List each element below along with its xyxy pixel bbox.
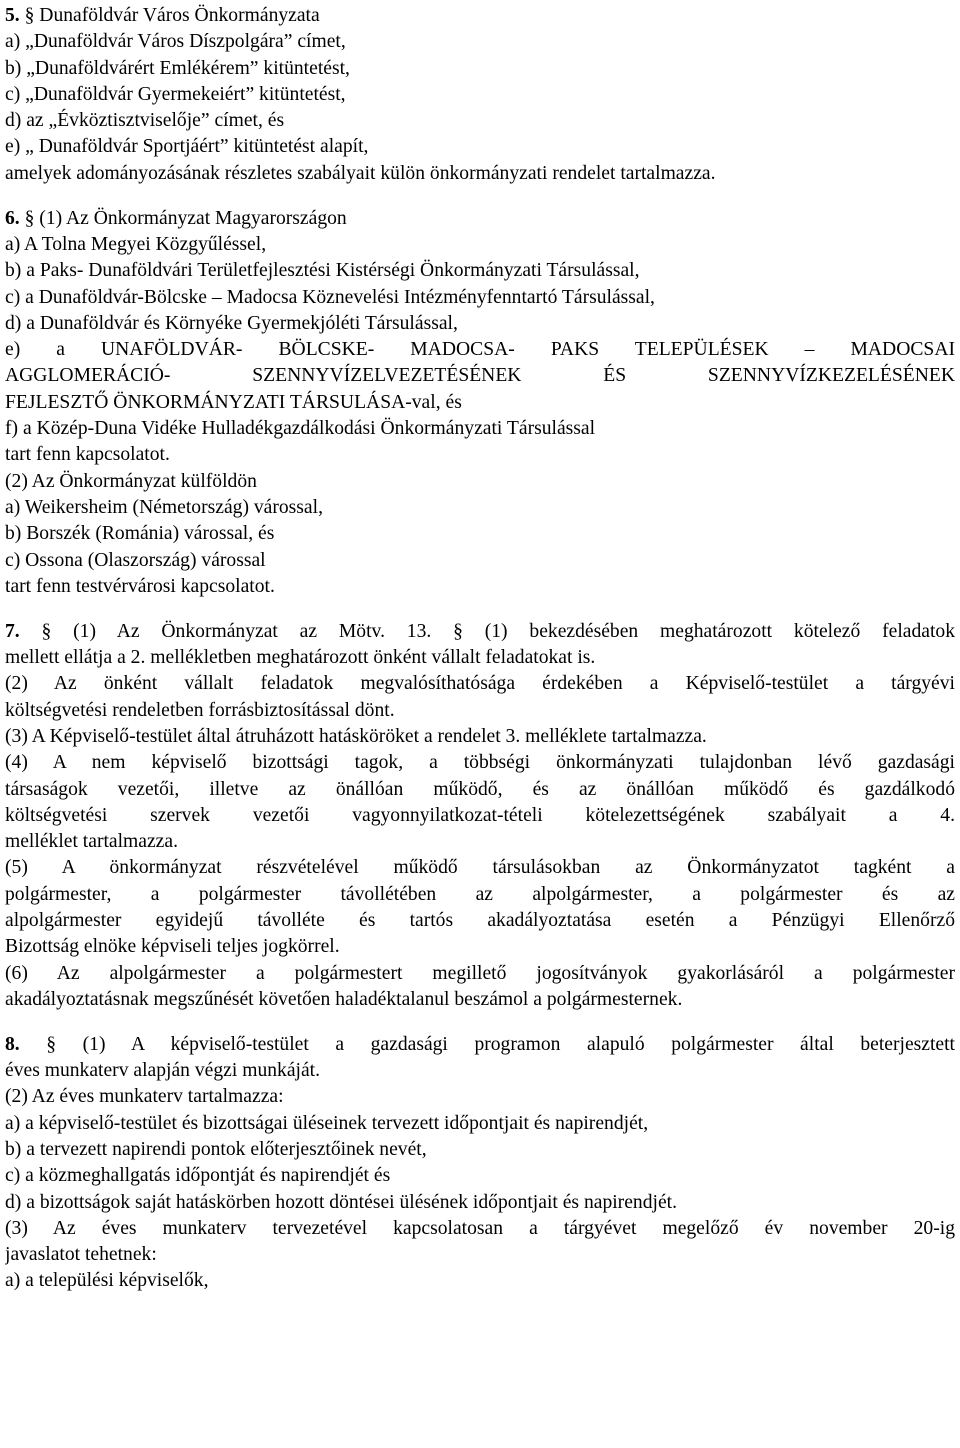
line-text: a) a települési képviselők,: [5, 1270, 209, 1292]
text-line: [5, 934, 955, 960]
line-text: a) Weikersheim (Németország) várossal,: [5, 496, 323, 518]
line-text: költségvetési rendeletben forrásbiztosítással dönt.: [5, 699, 395, 721]
line-text: polgármester, a polgármester távollétében az alpolgármester, a polgármester és az: [5, 883, 955, 905]
line-text: a) a képviselő-testület és bizottságai üléseinek tervezett időpontjait és napirendjét,: [5, 1112, 649, 1134]
text-line: [5, 1163, 955, 1189]
section-gap: [5, 600, 955, 619]
line-text: c) a Dunaföldvár-Bölcske – Madocsa Köznevelési Intézményfenntartó Társulással,: [5, 286, 655, 308]
line-text: c) Ossona (Olaszország) várossal: [5, 549, 266, 571]
line-text: melléklet tartalmazza.: [5, 831, 178, 853]
text-line: [5, 1242, 955, 1268]
text-line: [5, 285, 955, 311]
section-gap: [5, 1013, 955, 1032]
line-text: alpolgármester egyidejű távolléte és tartós akadályoztatása esetén a Pénzügyi Ellenőrző: [5, 909, 955, 931]
line-text: § (1) A képviselő-testület a gazdasági programon alapuló polgármester által beterjesztett: [46, 1033, 955, 1055]
text-line: [5, 521, 955, 547]
line-text: költségvetési szervek vezetői vagyonnyilatkozat-tételi kötelezettségének szabályait a 4.: [5, 804, 955, 826]
section-1: [5, 206, 955, 600]
text-line: [5, 803, 955, 829]
text-line: [5, 671, 955, 697]
line-text: § (1) Az Önkormányzat Magyarországon: [24, 207, 347, 229]
line-text: (2) Az önként vállalt feladatok megvalósíthatósága érdekében a Képviselő-testület a tárgyévi: [5, 673, 955, 695]
line-text: b) a tervezett napirendi pontok előterjesztőinek nevét,: [5, 1138, 427, 1160]
text-line: [5, 1216, 955, 1242]
text-line: [5, 882, 955, 908]
text-line: [5, 908, 955, 934]
line-text: AGGLOMERÁCIÓ- SZENNYVÍZELVEZETÉSÉNEK ÉS SZENNYVÍZKEZELÉSÉNEK: [5, 365, 955, 387]
text-line: [5, 1058, 955, 1084]
line-text: d) a bizottságok saját hatáskörben hozott döntései ülésének időpontjait és napirendjét.: [5, 1191, 677, 1213]
text-line: [5, 258, 955, 284]
text-line: [5, 495, 955, 521]
text-line: [5, 1268, 955, 1294]
section-0: [5, 3, 955, 187]
text-line: [5, 1137, 955, 1163]
text-line: [5, 82, 955, 108]
text-line: [5, 750, 955, 776]
line-text: társaságok vezetői, illetve az önállóan működő, és az önállóan működő és gazdálkodó: [5, 778, 955, 800]
text-line: [5, 56, 955, 82]
line-text: (6) Az alpolgármester a polgármestert megillető jogosítványok gyakorlásáról a polgármester: [5, 962, 955, 984]
text-line: [5, 311, 955, 337]
text-line: [5, 1111, 955, 1137]
line-text: b) Borszék (Románia) várossal, és: [5, 523, 275, 545]
line-text: (2) Az éves munkaterv tartalmazza:: [5, 1086, 284, 1108]
text-line: [5, 645, 955, 671]
text-line: [5, 1190, 955, 1216]
line-text: (5) A önkormányzat részvételével működő társulásokban az Önkormányzatot tagként a: [5, 857, 955, 879]
line-text: tart fenn kapcsolatot.: [5, 444, 170, 466]
line-text: § Dunaföldvár Város Önkormányzata: [24, 5, 320, 26]
section-number: 6.: [5, 207, 20, 229]
text-line: [5, 416, 955, 442]
section-3: [5, 1032, 955, 1295]
line-text: akadályoztatásnak megszűnését követően haladéktalanul beszámol a polgármesternek.: [5, 988, 683, 1010]
text-line: [5, 829, 955, 855]
line-text: § (1) Az Önkormányzat az Mötv. 13. § (1) bekezdésében meghatározott kötelező feladatok: [41, 620, 955, 642]
line-text: d) az „Évköztisztviselője” címet, és: [5, 110, 285, 132]
text-line: [5, 108, 955, 134]
text-line: [5, 29, 955, 55]
line-text: a) „Dunaföldvár Város Díszpolgára” címet,: [5, 31, 346, 53]
text-line: [5, 469, 955, 495]
text-line: [5, 548, 955, 574]
line-text: f) a Közép-Duna Vidéke Hulladékgazdálkodási Önkormányzati Társulással: [5, 418, 596, 440]
text-line: [5, 777, 955, 803]
text-line: [5, 698, 955, 724]
text-line: [5, 987, 955, 1013]
line-text: mellett ellátja a 2. mellékletben meghatározott önként vállalt feladatokat is.: [5, 647, 596, 669]
line-text: c) „Dunaföldvár Gyermekeiért” kitüntetést,: [5, 83, 346, 105]
line-text: d) a Dunaföldvár és Környéke Gyermekjóléti Társulással,: [5, 312, 458, 334]
text-line: [5, 3, 955, 29]
line-text: e) a UNAFÖLDVÁR- BÖLCSKE- MADOCSA- PAKS TELEPÜLÉSEK – MADOCSAI: [5, 339, 955, 361]
text-line: [5, 619, 955, 645]
line-text: javaslatot tehetnek:: [5, 1244, 157, 1266]
section-number: 7.: [5, 620, 20, 642]
line-text: c) a közmeghallgatás időpontját és napirendjét és: [5, 1165, 391, 1187]
line-text: tart fenn testvérvárosi kapcsolatot.: [5, 575, 275, 597]
text-line: [5, 232, 955, 258]
section-2: [5, 619, 955, 1013]
text-line: [5, 161, 955, 187]
text-line: [5, 724, 955, 750]
line-text: (2) Az Önkormányzat külföldön: [5, 470, 257, 492]
text-line: [5, 363, 955, 389]
line-text: e) „ Dunaföldvár Sportjáért” kitüntetést alapít,: [5, 136, 369, 158]
text-line: [5, 1084, 955, 1110]
line-text: (3) Az éves munkaterv tervezetével kapcsolatosan a tárgyévet megelőző év november 20-ig: [5, 1217, 955, 1239]
text-line: [5, 442, 955, 468]
section-gap: [5, 187, 955, 206]
line-text: (3) A Képviselő-testület által átruházott hatásköröket a rendelet 3. melléklete tartalmazza.: [5, 725, 707, 747]
line-text: éves munkaterv alapján végzi munkáját.: [5, 1060, 321, 1082]
line-text: (4) A nem képviselő bizottsági tagok, a többségi önkormányzati tulajdonban lévő gazdasági: [5, 752, 955, 774]
section-number: 5.: [5, 5, 20, 26]
text-line: [5, 206, 955, 232]
text-line: [5, 574, 955, 600]
text-line: [5, 337, 955, 363]
text-line: [5, 961, 955, 987]
text-line: [5, 1032, 955, 1058]
section-number: 8.: [5, 1033, 20, 1055]
line-text: a) A Tolna Megyei Közgyűléssel,: [5, 233, 267, 255]
text-line: [5, 134, 955, 160]
line-text: b) a Paks- Dunaföldvári Területfejlesztési Kistérségi Önkormányzati Társulással,: [5, 260, 640, 282]
text-line: [5, 390, 955, 416]
line-text: amelyek adományozásának részletes szabályait külön önkormányzati rendelet tartalmazza.: [5, 162, 716, 184]
line-text: Bizottság elnöke képviseli teljes jogkörrel.: [5, 936, 340, 958]
line-text: b) „Dunaföldvárért Emlékérem” kitüntetést,: [5, 57, 350, 79]
text-line: [5, 855, 955, 881]
line-text: FEJLESZTŐ ÖNKORMÁNYZATI TÁRSULÁSA-val, és: [5, 391, 462, 413]
